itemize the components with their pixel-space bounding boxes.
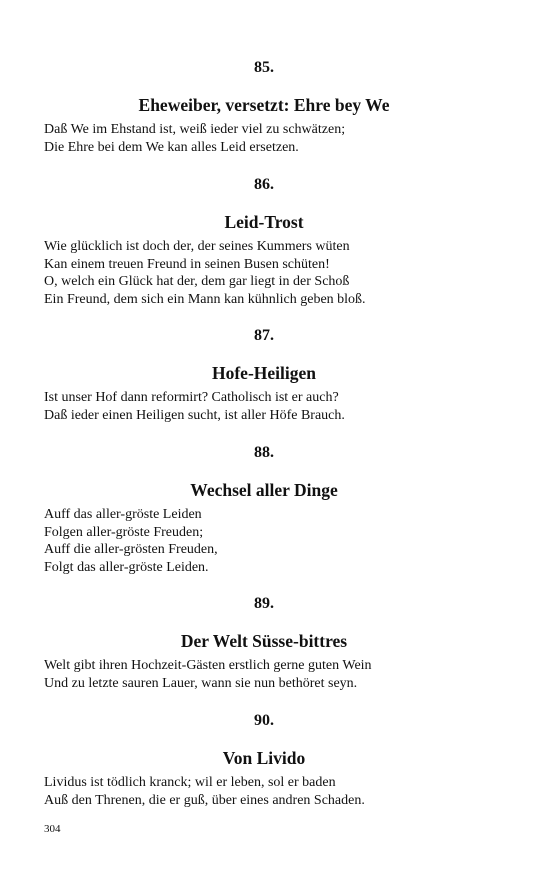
poem-line: Auff die aller-grösten Freuden, bbox=[44, 542, 218, 557]
poem-86 bbox=[44, 175, 484, 308]
poem-title: Wechsel aller Dinge bbox=[190, 480, 338, 500]
poem-line: Die Ehre bei dem We kan alles Leid ersetzen. bbox=[44, 139, 299, 155]
poem-87 bbox=[44, 326, 484, 424]
poem-line: Lividus ist tödlich kranck; wil er leben, sol er baden bbox=[44, 775, 336, 790]
poem-title: Leid-Trost bbox=[224, 212, 304, 232]
poem-line: Kan einem treuen Freund in seinen Busen schüten! bbox=[44, 256, 330, 272]
poem-number: 87. bbox=[254, 327, 274, 344]
poem-line: Daß ieder einen Heiligen sucht, ist aller Höfe Brauch. bbox=[44, 407, 345, 423]
poem-90 bbox=[44, 711, 484, 809]
poem-line: Auß den Threnen, die er guß, über eines andren Schaden. bbox=[44, 792, 365, 808]
poem-line: Folgt das aller-gröste Leiden. bbox=[44, 559, 209, 575]
poem-line: Ein Freund, dem sich ein Mann kan kühnlich geben bloß. bbox=[44, 291, 366, 307]
poem-line: Und zu letzte sauren Lauer, wann sie nun bethöret seyn. bbox=[44, 675, 358, 691]
poem-number: 90. bbox=[254, 712, 274, 729]
poem-line: Folgen aller-gröste Freuden; bbox=[44, 524, 204, 540]
poem-title: Hofe-Heiligen bbox=[211, 363, 316, 383]
poem-line: Wie glücklich ist doch der, der seines Kummers wüten bbox=[44, 239, 350, 254]
poem-line: Auff das aller-gröste Leiden bbox=[44, 507, 202, 522]
poem-line: Welt gibt ihren Hochzeit-Gästen erstlich gerne guten Wein bbox=[44, 658, 372, 673]
poem-number: 85. bbox=[254, 59, 274, 76]
poem-85 bbox=[44, 58, 484, 156]
poem-line: Daß We im Ehstand ist, weiß ieder viel zu schwätzen; bbox=[44, 122, 346, 137]
poem-89 bbox=[44, 594, 484, 692]
poem-number: 88. bbox=[254, 444, 274, 461]
poem-title: Der Welt Süsse-bittres bbox=[180, 631, 348, 651]
poem-title: Von Livido bbox=[222, 748, 306, 768]
poem-number: 86. bbox=[254, 176, 274, 193]
poem-88 bbox=[44, 443, 484, 576]
poem-line: Ist unser Hof dann reformirt? Catholisch ist er auch? bbox=[44, 390, 339, 405]
poem-line: O, welch ein Glück hat der, dem gar liegt in der Schoß bbox=[44, 274, 350, 289]
poem-number: 89. bbox=[254, 595, 274, 612]
page-number: 304 bbox=[44, 823, 61, 835]
poem-title: Eheweiber, versetzt: Ehre bey We bbox=[138, 95, 390, 115]
